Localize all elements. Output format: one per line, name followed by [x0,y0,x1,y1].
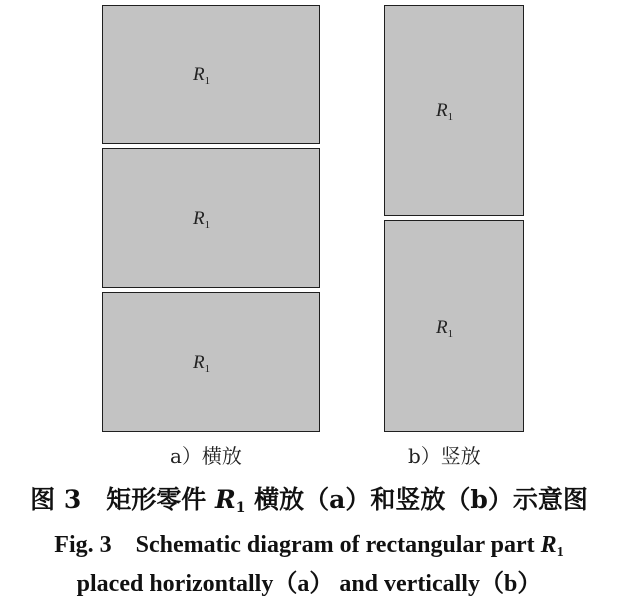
rect-a2 [102,148,320,288]
figure-caption-en-line1: Fig. 3 Schematic diagram of rectangular part $R_1$ [54,532,564,560]
part-label: $R_1$ [193,64,211,87]
panel-a-caption: a）横放 [170,444,242,468]
part-label: $R_1$ [193,208,211,231]
figure-caption-zh: 图 3 矩形零件 $R_1$ 横放（a）和竖放（b）示意图 [30,485,588,516]
figure-caption-en-line2: placed horizontally（a） and vertically（b） [76,571,542,597]
part-label: $R_1$ [436,100,454,123]
panel-b-caption: b）竖放 [408,444,481,468]
rect-b2 [384,220,524,432]
rect-a1 [102,5,320,144]
part-label: $R_1$ [193,352,211,375]
rect-a3 [102,292,320,432]
part-label: $R_1$ [436,317,454,340]
rect-b1 [384,5,524,216]
